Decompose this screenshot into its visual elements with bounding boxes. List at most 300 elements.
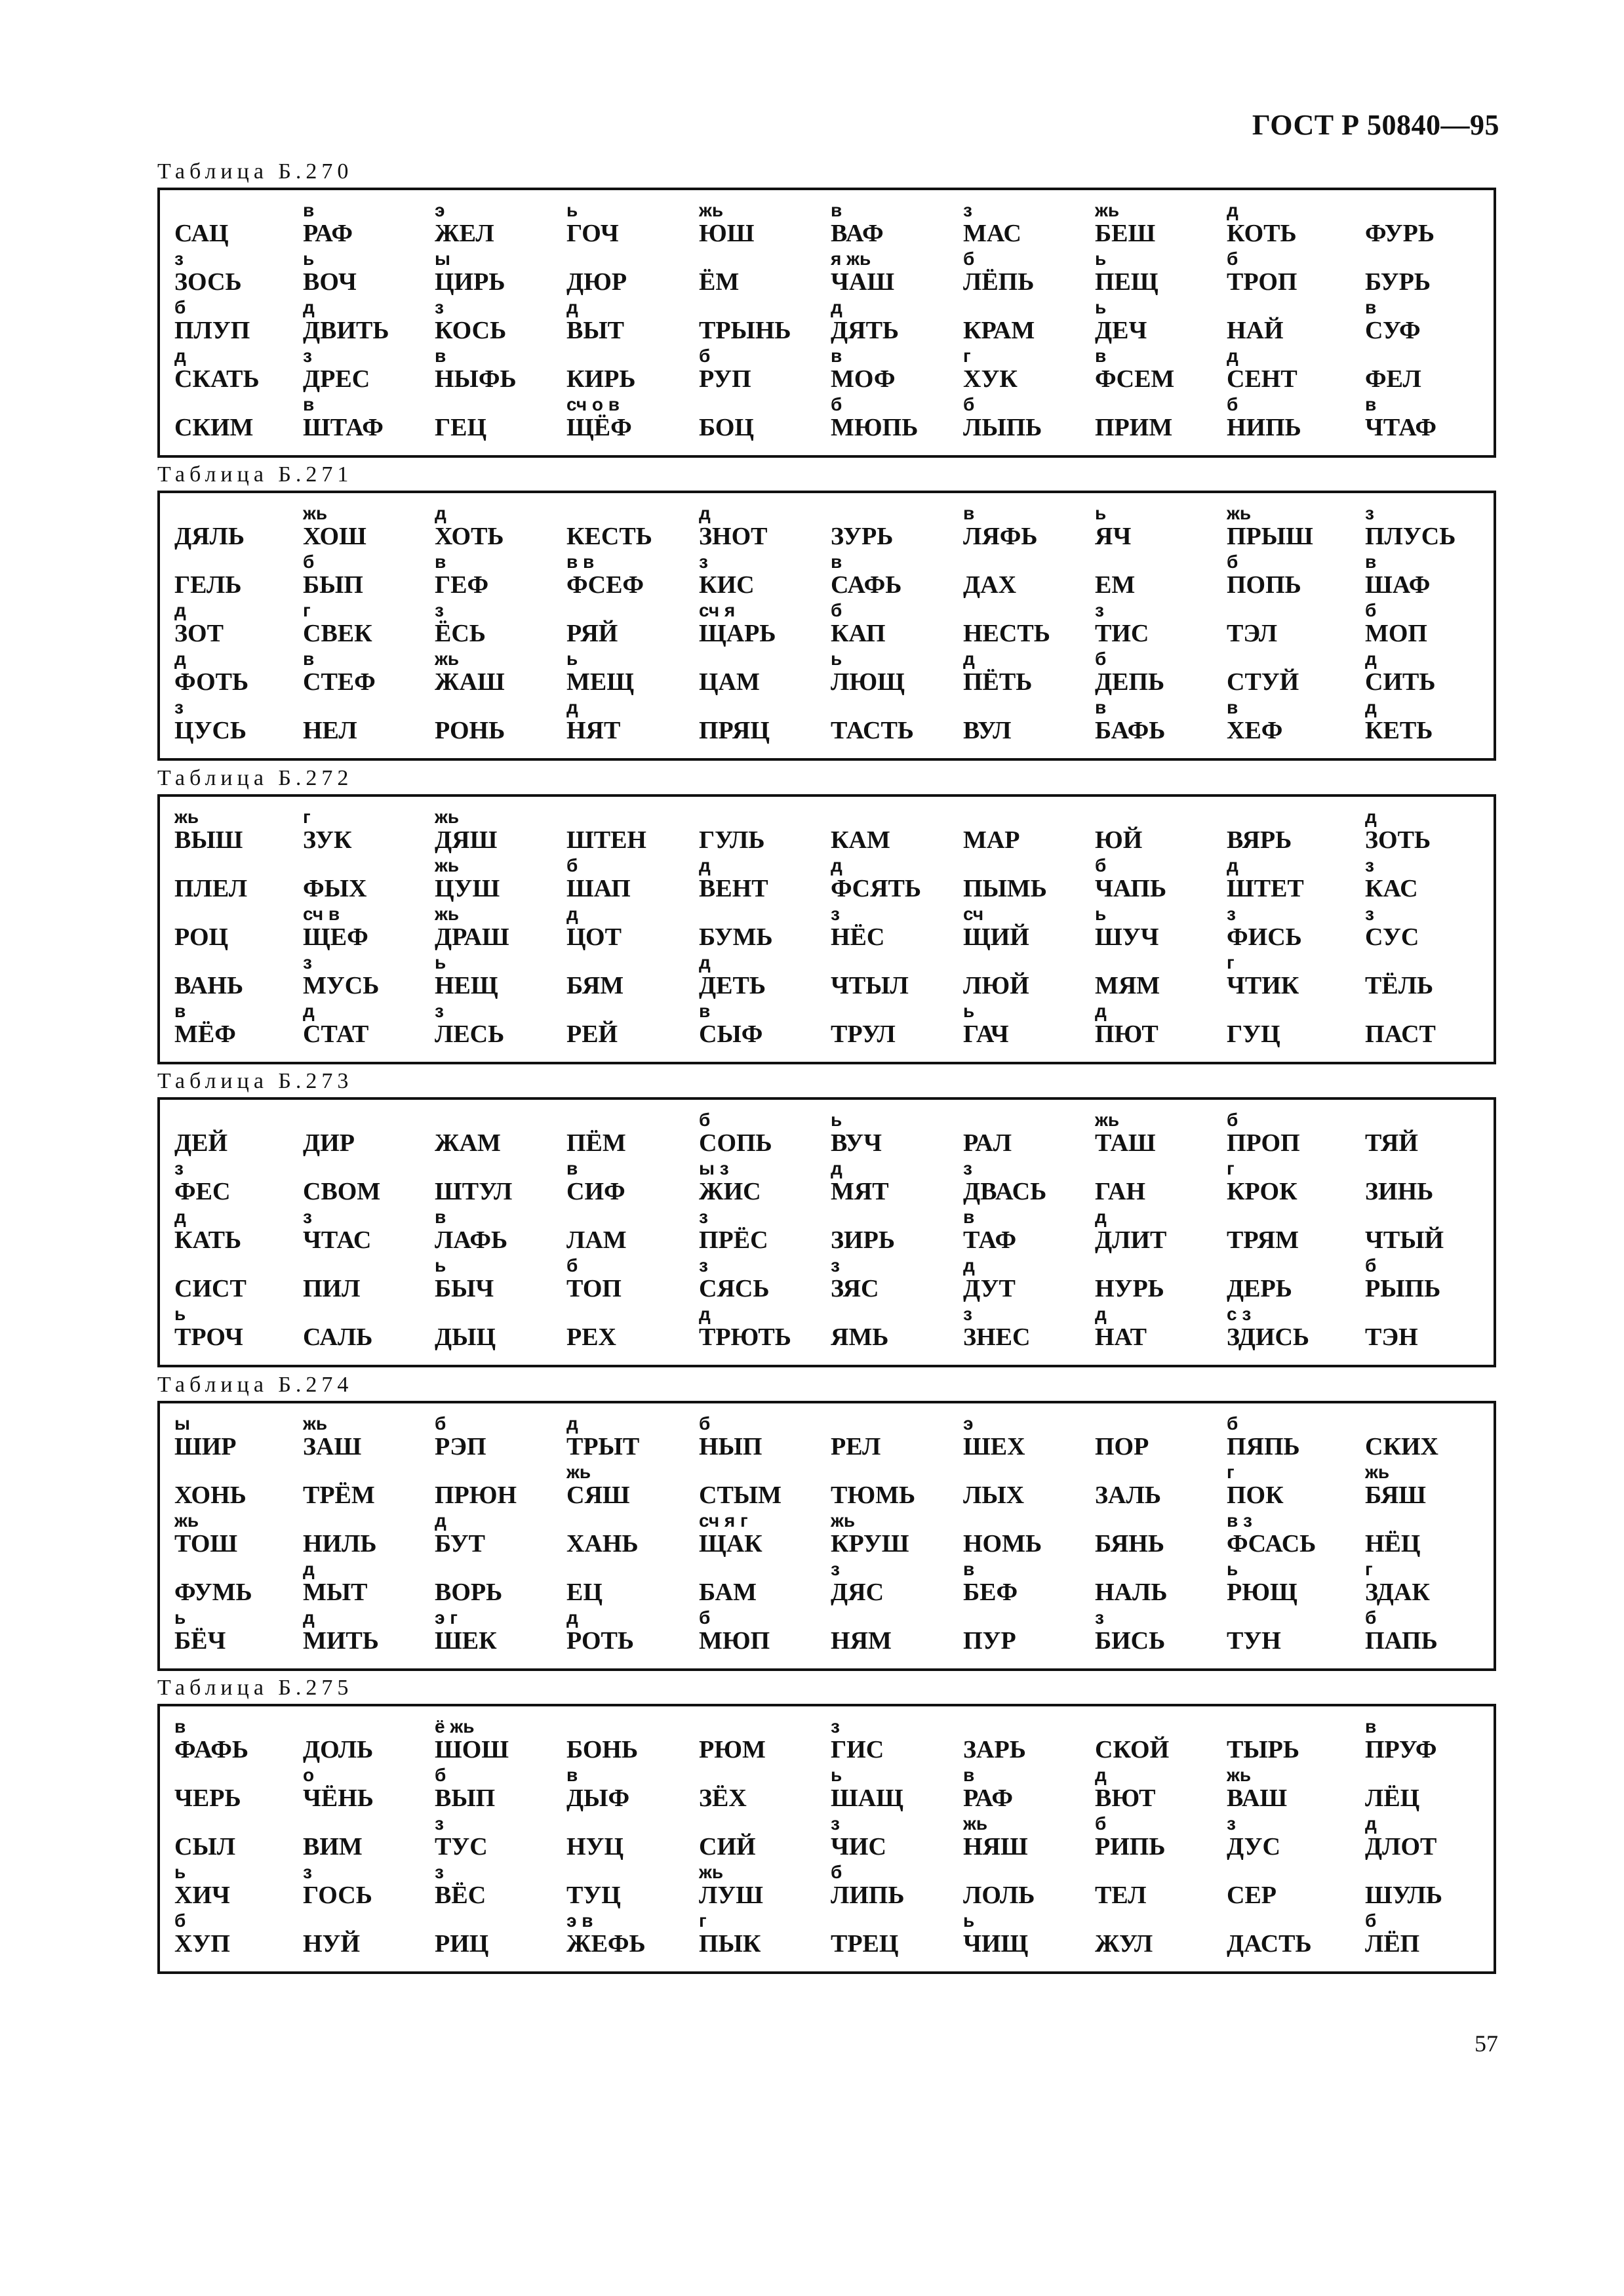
cell-word: ЗАЛЬ xyxy=(1095,1481,1161,1509)
cell-word: НЫП xyxy=(699,1433,762,1460)
cell-word: ЧТИК xyxy=(1227,972,1299,999)
cell-superscript: в xyxy=(831,346,842,366)
word-cell xyxy=(692,1159,823,1207)
word-cell xyxy=(1220,1462,1351,1511)
cell-word: ТРОЧ xyxy=(174,1323,243,1351)
cell-superscript: б xyxy=(174,297,186,317)
word-cell xyxy=(824,1863,955,1911)
word-cell xyxy=(824,1414,955,1462)
cell-word: ЯЧ xyxy=(1095,523,1132,550)
cell-superscript: ы з xyxy=(699,1158,729,1178)
cell-word: ЯМЬ xyxy=(831,1323,889,1351)
cell-word: ДВАСЬ xyxy=(963,1178,1047,1205)
cell-superscript: б xyxy=(1227,552,1238,572)
word-cell xyxy=(1358,1462,1490,1511)
cell-word: ДРАШ xyxy=(435,923,509,951)
word-cell xyxy=(957,649,1088,698)
cell-superscript: д xyxy=(1365,649,1377,669)
cell-word: МЫТ xyxy=(303,1579,368,1606)
word-cell xyxy=(428,601,559,649)
word-cell xyxy=(1088,904,1219,953)
cell-word: ЩИЙ xyxy=(963,923,1029,951)
word-cell xyxy=(1220,1560,1351,1608)
cell-superscript: з xyxy=(303,1862,312,1882)
cell-word: МЯМ xyxy=(1095,972,1160,999)
word-cell xyxy=(296,1765,427,1814)
cell-word: ЗОТЬ xyxy=(1365,826,1431,854)
cell-superscript: г xyxy=(1227,1462,1235,1482)
cell-word: ФУРЬ xyxy=(1365,220,1435,247)
word-cell xyxy=(692,1608,823,1657)
word-cell xyxy=(692,346,823,395)
word-cell xyxy=(168,1717,299,1765)
word-cell xyxy=(428,1511,559,1560)
word-cell xyxy=(824,1462,955,1511)
cell-word: ЁСЬ xyxy=(435,620,486,647)
word-cell xyxy=(1358,807,1490,856)
word-cell xyxy=(296,698,427,746)
word-cell xyxy=(692,1911,823,1960)
cell-word: ВЯРЬ xyxy=(1227,826,1292,854)
cell-word: ДУТ xyxy=(963,1275,1016,1302)
cell-word: ПЕЩ xyxy=(1095,268,1159,296)
word-cell xyxy=(692,201,823,249)
cell-superscript: з xyxy=(1095,1607,1104,1628)
word-cell xyxy=(1088,395,1219,443)
word-cell xyxy=(168,1911,299,1960)
cell-word: НЯШ xyxy=(963,1833,1028,1861)
word-cell xyxy=(428,1863,559,1911)
cell-word: КЕТЬ xyxy=(1365,717,1433,744)
cell-superscript: в xyxy=(1365,1716,1377,1737)
word-cell xyxy=(1220,1765,1351,1814)
cell-word: БЫП xyxy=(303,571,363,599)
word-cell xyxy=(957,1110,1088,1159)
cell-superscript: жь xyxy=(1095,200,1120,220)
cell-word: ТРЕЦ xyxy=(831,1930,899,1958)
word-cell xyxy=(296,395,427,443)
cell-word: ВЮТ xyxy=(1095,1784,1156,1812)
word-cell xyxy=(1358,552,1490,601)
cell-word: ТЭЛ xyxy=(1227,620,1278,647)
word-cell xyxy=(1358,649,1490,698)
word-cell xyxy=(957,1911,1088,1960)
cell-superscript: д xyxy=(435,1510,446,1531)
cell-superscript: ь xyxy=(831,1110,842,1130)
word-cell xyxy=(824,346,955,395)
cell-word: ТЮМЬ xyxy=(831,1481,916,1509)
word-cell xyxy=(824,1911,955,1960)
word-cell xyxy=(560,504,691,552)
word-cell xyxy=(560,807,691,856)
word-cell xyxy=(692,1001,823,1050)
word-cell xyxy=(560,953,691,1001)
word-cell xyxy=(1220,649,1351,698)
cell-superscript: в xyxy=(566,1765,578,1785)
cell-superscript: жь xyxy=(435,904,460,924)
word-cell xyxy=(1358,1256,1490,1304)
cell-superscript: з xyxy=(699,1207,708,1227)
word-cell xyxy=(560,298,691,346)
word-cell xyxy=(692,953,823,1001)
cell-word: ПРУФ xyxy=(1365,1736,1437,1763)
cell-word: ФИСЬ xyxy=(1227,923,1302,951)
word-cell xyxy=(168,298,299,346)
word-cell xyxy=(692,504,823,552)
cell-superscript: д xyxy=(566,1607,578,1628)
word-cell xyxy=(824,1560,955,1608)
cell-word: НУРЬ xyxy=(1095,1275,1164,1302)
word-cell xyxy=(1358,201,1490,249)
cell-word: ЖУЛ xyxy=(1095,1930,1153,1958)
cell-word: ДЯШ xyxy=(435,826,498,854)
word-cell xyxy=(824,807,955,856)
word-cell xyxy=(428,1001,559,1050)
cell-word: ЩЁФ xyxy=(566,414,632,441)
cell-word: ЗНЕС xyxy=(963,1323,1031,1351)
word-cell xyxy=(1220,346,1351,395)
word-cell xyxy=(1088,1911,1219,1960)
cell-word: ПРОП xyxy=(1227,1129,1300,1157)
cell-superscript: з xyxy=(435,600,444,620)
word-cell xyxy=(1358,1608,1490,1657)
word-cell xyxy=(168,1207,299,1256)
word-cell xyxy=(692,1304,823,1353)
word-cell xyxy=(560,1560,691,1608)
cell-word: ЛЕСЬ xyxy=(435,1020,505,1048)
cell-word: ГАН xyxy=(1095,1178,1146,1205)
word-cell xyxy=(692,807,823,856)
word-cell xyxy=(824,1001,955,1050)
cell-superscript: д xyxy=(1365,807,1377,827)
cell-word: ЦИРЬ xyxy=(435,268,505,296)
word-cell xyxy=(692,1863,823,1911)
cell-word: ЗОСЬ xyxy=(174,268,242,296)
word-cell xyxy=(428,1765,559,1814)
cell-word: ДЮР xyxy=(566,268,627,296)
cell-superscript: б xyxy=(699,1413,711,1434)
table-frame xyxy=(157,1401,1496,1671)
cell-superscript: б xyxy=(831,600,842,620)
cell-superscript: ь xyxy=(963,1001,975,1021)
cell-word: ЗИРЬ xyxy=(831,1226,895,1254)
cell-superscript: б xyxy=(1227,249,1238,269)
word-cell xyxy=(428,1814,559,1863)
word-cell xyxy=(1088,1560,1219,1608)
word-cell xyxy=(1220,698,1351,746)
cell-word: ЧИЩ xyxy=(963,1930,1029,1958)
word-cell xyxy=(824,1511,955,1560)
cell-word: РОЦ xyxy=(174,923,229,951)
cell-word: ЛОЛЬ xyxy=(963,1882,1035,1909)
document-code: ГОСТ Р 50840—95 xyxy=(1252,109,1499,141)
cell-superscript: з xyxy=(831,1559,840,1579)
word-cell xyxy=(296,1863,427,1911)
word-cell xyxy=(168,1110,299,1159)
cell-word: ЖАМ xyxy=(435,1129,501,1157)
cell-word: ФОТЬ xyxy=(174,668,249,696)
cell-word: ЗЁХ xyxy=(699,1784,747,1812)
cell-word: ХОШ xyxy=(303,523,366,550)
word-cell xyxy=(296,346,427,395)
word-cell xyxy=(957,1159,1088,1207)
word-cell xyxy=(1358,395,1490,443)
word-cell xyxy=(296,298,427,346)
cell-word: ЖЕФЬ xyxy=(566,1930,646,1958)
word-cell xyxy=(296,1717,427,1765)
word-cell xyxy=(957,395,1088,443)
word-cell xyxy=(957,1560,1088,1608)
cell-word: ВЕНТ xyxy=(699,875,768,902)
word-cell xyxy=(1220,249,1351,298)
word-cell xyxy=(428,1911,559,1960)
word-cell xyxy=(824,1304,955,1353)
cell-superscript: ы xyxy=(435,249,450,269)
cell-superscript: д xyxy=(1227,200,1238,220)
cell-superscript: в xyxy=(566,1158,578,1178)
cell-word: МОП xyxy=(1365,620,1427,647)
cell-superscript: г xyxy=(963,346,971,366)
cell-word: СОПЬ xyxy=(699,1129,772,1157)
cell-superscript: жь xyxy=(831,1510,856,1531)
cell-superscript: з xyxy=(1365,503,1374,523)
cell-word: ВЁС xyxy=(435,1882,486,1909)
table-section xyxy=(157,156,1496,458)
cell-superscript: ь xyxy=(1095,249,1107,269)
word-cell xyxy=(957,346,1088,395)
cell-word: НИЛЬ xyxy=(303,1530,377,1558)
cell-superscript: з xyxy=(831,1716,840,1737)
cell-word: ЗНОТ xyxy=(699,523,768,550)
word-cell xyxy=(957,504,1088,552)
word-cell xyxy=(824,856,955,904)
word-cell xyxy=(428,1304,559,1353)
cell-superscript: б xyxy=(1095,649,1107,669)
cell-word: ЦУСЬ xyxy=(174,717,247,744)
cell-superscript: д xyxy=(1365,697,1377,717)
word-cell xyxy=(824,953,955,1001)
cell-word: ВЫТ xyxy=(566,317,625,344)
cell-word: ГАЧ xyxy=(963,1020,1009,1048)
cell-word: СУФ xyxy=(1365,317,1421,344)
word-cell xyxy=(560,1110,691,1159)
cell-word: СЕР xyxy=(1227,1882,1277,1909)
table-section xyxy=(157,763,1496,1064)
cell-superscript: б xyxy=(1227,394,1238,414)
cell-superscript: б xyxy=(699,346,711,366)
word-cell xyxy=(824,698,955,746)
word-cell xyxy=(957,249,1088,298)
cell-word: ГОЧ xyxy=(566,220,619,247)
word-cell xyxy=(428,649,559,698)
word-cell xyxy=(1358,504,1490,552)
word-cell xyxy=(1358,1414,1490,1462)
cell-word: НЕСТЬ xyxy=(963,620,1050,647)
cell-word: МЮПЬ xyxy=(831,414,919,441)
cell-word: ЗЯС xyxy=(831,1275,879,1302)
cell-word: МЮП xyxy=(699,1627,770,1655)
cell-word: ПОР xyxy=(1095,1433,1149,1460)
cell-superscript: г xyxy=(303,807,311,827)
word-cell xyxy=(692,1511,823,1560)
cell-word: РИЦ xyxy=(435,1930,489,1958)
cell-superscript: э в xyxy=(566,1910,593,1931)
cell-word: РЭП xyxy=(435,1433,486,1460)
cell-superscript: в xyxy=(303,649,315,669)
cell-word: ЖЕЛ xyxy=(435,220,494,247)
word-cell xyxy=(957,856,1088,904)
word-cell xyxy=(428,395,559,443)
cell-superscript: жь xyxy=(566,1462,591,1482)
cell-word: КЕСТЬ xyxy=(566,523,652,550)
word-cell xyxy=(1088,1462,1219,1511)
cell-superscript: д xyxy=(699,952,711,973)
cell-superscript: жь xyxy=(1227,503,1252,523)
word-cell xyxy=(168,1001,299,1050)
cell-word: ЧЁНЬ xyxy=(303,1784,374,1812)
word-cell xyxy=(824,1110,955,1159)
cell-word: ХАНЬ xyxy=(566,1530,639,1558)
word-cell xyxy=(824,1608,955,1657)
cell-superscript: д xyxy=(174,649,186,669)
cell-word: ДОЛЬ xyxy=(303,1736,374,1763)
cell-word: ТЁЛЬ xyxy=(1365,972,1434,999)
cell-superscript: з xyxy=(831,1255,840,1276)
word-cell xyxy=(1088,601,1219,649)
cell-word: ФСАСЬ xyxy=(1227,1530,1317,1558)
cell-word: РАФ xyxy=(963,1784,1014,1812)
word-cell xyxy=(957,1462,1088,1511)
cell-superscript: ё жь xyxy=(435,1716,475,1737)
word-cell xyxy=(824,1814,955,1863)
word-cell xyxy=(560,1256,691,1304)
word-cell xyxy=(1220,953,1351,1001)
cell-word: ФЕС xyxy=(174,1178,231,1205)
cell-word: ЖИС xyxy=(699,1178,761,1205)
cell-word: ДРЕС xyxy=(303,365,370,393)
cell-superscript: жь xyxy=(963,1813,988,1834)
word-cell xyxy=(560,395,691,443)
word-cell xyxy=(1088,298,1219,346)
word-cell xyxy=(1220,298,1351,346)
word-cell xyxy=(428,1159,559,1207)
cell-word: ВАШ xyxy=(1227,1784,1288,1812)
cell-superscript: в з xyxy=(1227,1510,1252,1531)
cell-superscript: б xyxy=(303,552,315,572)
cell-superscript: в xyxy=(174,1716,186,1737)
cell-superscript: д xyxy=(831,297,842,317)
cell-word: РОТЬ xyxy=(566,1627,635,1655)
cell-word: СЫФ xyxy=(699,1020,763,1048)
word-cell xyxy=(1088,1256,1219,1304)
cell-word: ТОШ xyxy=(174,1530,238,1558)
cell-word: СВЕК xyxy=(303,620,372,647)
cell-word: РЕЙ xyxy=(566,1020,618,1048)
cell-word: ШТЕН xyxy=(566,826,646,854)
cell-superscript: з xyxy=(303,952,312,973)
table-section xyxy=(157,459,1496,761)
cell-word: СТЕФ xyxy=(303,668,376,696)
cell-word: ГУЦ xyxy=(1227,1020,1280,1048)
word-cell xyxy=(1088,1717,1219,1765)
cell-superscript: д xyxy=(1365,1813,1377,1834)
cell-superscript: в xyxy=(831,552,842,572)
table-frame xyxy=(157,1704,1496,1974)
word-cell xyxy=(296,1001,427,1050)
cell-superscript: д xyxy=(699,503,711,523)
cell-superscript: жь xyxy=(435,649,460,669)
word-cell xyxy=(296,856,427,904)
word-cell xyxy=(1088,552,1219,601)
cell-word: БУТ xyxy=(435,1530,486,1558)
cell-word: ЧТАС xyxy=(303,1226,372,1254)
cell-superscript: жь xyxy=(435,855,460,876)
word-cell xyxy=(168,249,299,298)
cell-word: МЯТ xyxy=(831,1178,889,1205)
word-cell xyxy=(560,1462,691,1511)
cell-superscript: ь xyxy=(1227,1559,1238,1579)
word-cell xyxy=(1358,953,1490,1001)
cell-word: ЛЁП xyxy=(1365,1930,1420,1958)
cell-superscript: ь xyxy=(174,1862,186,1882)
cell-word: ТАФ xyxy=(963,1226,1017,1254)
cell-superscript: з xyxy=(1365,855,1374,876)
word-cell xyxy=(824,552,955,601)
cell-word: СКИМ xyxy=(174,414,254,441)
word-cell xyxy=(296,1911,427,1960)
cell-word: МАР xyxy=(963,826,1020,854)
cell-superscript: г xyxy=(303,600,311,620)
cell-word: ФЕЛ xyxy=(1365,365,1421,393)
word-cell xyxy=(296,601,427,649)
cell-word: ПОПЬ xyxy=(1227,571,1301,599)
word-cell xyxy=(296,1511,427,1560)
cell-superscript: жь xyxy=(174,1510,199,1531)
word-cell xyxy=(168,807,299,856)
cell-superscript: ь xyxy=(831,649,842,669)
cell-superscript: о xyxy=(303,1765,315,1785)
cell-superscript: з xyxy=(1227,1813,1236,1834)
word-cell xyxy=(1088,1863,1219,1911)
cell-superscript: з xyxy=(174,249,184,269)
cell-word: ТЫРЬ xyxy=(1227,1736,1299,1763)
word-cell xyxy=(168,1462,299,1511)
word-cell xyxy=(1220,201,1351,249)
cell-superscript: ь xyxy=(1095,904,1107,924)
cell-word: ПРЁС xyxy=(699,1226,768,1254)
cell-superscript: ь xyxy=(1095,503,1107,523)
cell-word: ПАСТ xyxy=(1365,1020,1436,1048)
word-cell xyxy=(168,1608,299,1657)
word-cell xyxy=(560,1001,691,1050)
cell-word: ЛЁПЬ xyxy=(963,268,1035,296)
cell-superscript: з xyxy=(963,1158,972,1178)
word-cell xyxy=(168,1256,299,1304)
cell-word: ТАСТЬ xyxy=(831,717,914,744)
cell-word: ГОСЬ xyxy=(303,1882,372,1909)
cell-word: БИСЬ xyxy=(1095,1627,1166,1655)
cell-superscript: з xyxy=(963,200,972,220)
cell-superscript: ь xyxy=(963,1910,975,1931)
cell-superscript: с з xyxy=(1227,1304,1252,1324)
cell-superscript: в xyxy=(174,1001,186,1021)
cell-word: ПРИМ xyxy=(1095,414,1173,441)
cell-word: ТИС xyxy=(1095,620,1149,647)
word-cell xyxy=(1088,1110,1219,1159)
word-cell xyxy=(296,649,427,698)
word-cell xyxy=(692,904,823,953)
cell-word: ДАХ xyxy=(963,571,1017,599)
